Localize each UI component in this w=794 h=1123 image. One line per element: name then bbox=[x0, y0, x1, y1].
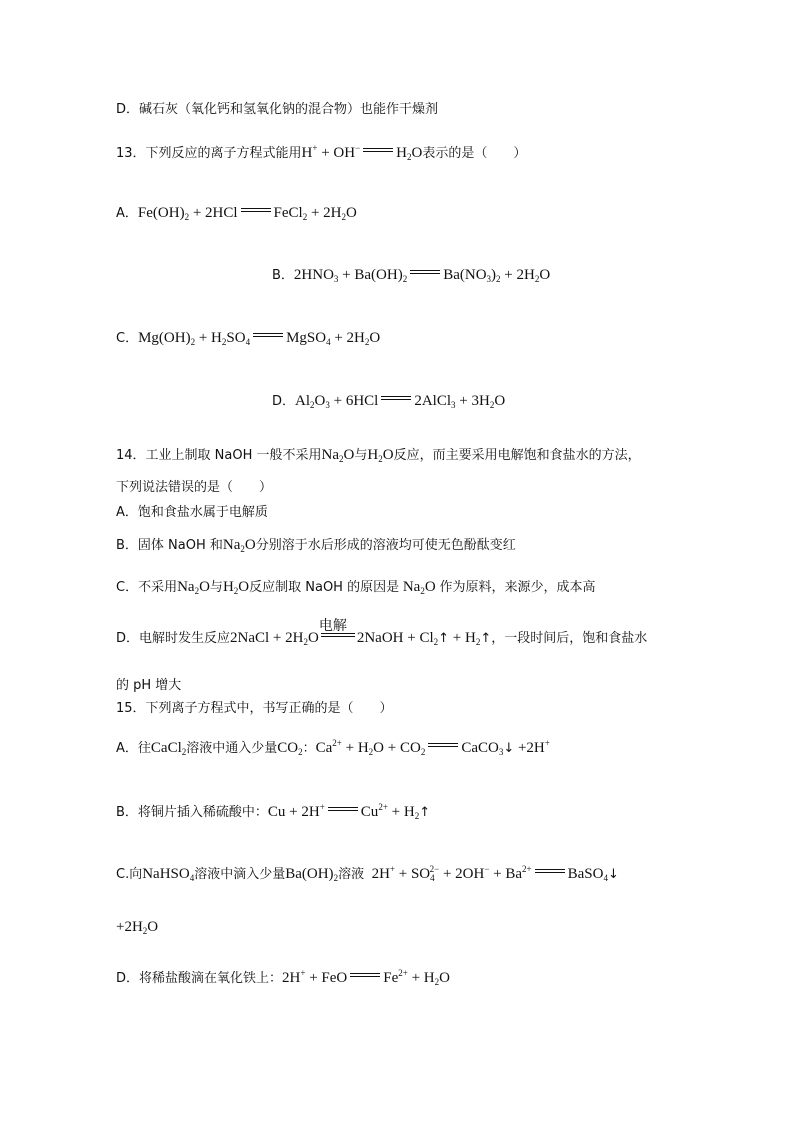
reaction-condition: 电解 bbox=[318, 618, 347, 634]
formula: H+ + OH− $H_2O$ bbox=[301, 143, 423, 162]
q14-option-d bbox=[116, 618, 648, 648]
text: B．将铜片插入稀硫酸中： bbox=[116, 805, 268, 820]
formula: $Na_2O$ bbox=[222, 537, 256, 554]
text: C．不采用 bbox=[116, 580, 178, 595]
text: 溶液 bbox=[338, 867, 365, 882]
formula: $+2H_2O$ bbox=[116, 919, 159, 936]
text: 溶液中滴入少量 bbox=[194, 867, 286, 882]
text: D．将稀盐酸滴在氧化铁上： bbox=[116, 971, 283, 986]
q15-option-d bbox=[116, 969, 450, 988]
formula: 2H+ + FeO $Fe^{2+} + H_2O$ bbox=[282, 968, 450, 987]
q14-option-d-cont: 的 pH 增大 bbox=[116, 678, 182, 693]
text: 分别溶于水后形成的溶液均可使无色酚酞变红 bbox=[255, 538, 516, 553]
text: ： bbox=[302, 741, 316, 756]
option-letter: C． bbox=[116, 331, 139, 346]
q13-stem-tail: 表示的是（ ） bbox=[422, 146, 527, 161]
text: D．电解时发生反应 bbox=[116, 631, 231, 646]
q12-option-d: D．碱石灰（氧化钙和氢氧化钠的混合物）也能作干燥剂 bbox=[116, 102, 439, 117]
formula: $CO_2$ bbox=[277, 740, 303, 757]
formula: $Al_2O_3 + 6HCl$ 2AlCl$_3$ + $3H_2O$ bbox=[295, 393, 506, 410]
q14-stem-line2: 下列说法错误的是（ ） bbox=[116, 480, 273, 495]
formula: $H_2O$ bbox=[222, 579, 250, 596]
formula: Cu + 2H+ $Cu^{2+}$ + $H_2↑$ bbox=[267, 802, 431, 821]
text: A．往 bbox=[116, 741, 151, 756]
formula: $Ba(OH)_2$ bbox=[285, 866, 339, 883]
text: 14．工业上制取 NaOH 一般不采用 bbox=[116, 448, 322, 463]
text: 反应，而主要采用电解饱和食盐水的方法， bbox=[393, 448, 641, 463]
q13-stem bbox=[116, 144, 526, 163]
formula: $Na_2O$ bbox=[399, 579, 440, 596]
q15-stem: 15．下列离子方程式中，书写正确的是（ ） bbox=[116, 701, 393, 716]
q13-stem-text: 13．下列反应的离子方程式能用 bbox=[116, 146, 302, 161]
text: 与 bbox=[354, 448, 368, 463]
q13-option-c bbox=[116, 329, 380, 348]
q15-option-c bbox=[116, 865, 619, 884]
formula: $2HNO_3 + Ba(OH)_2$ $Ba(NO_3)_2 + 2H_2O$ bbox=[293, 267, 551, 284]
text: 反应制取 NaOH 的原因是 bbox=[249, 580, 400, 595]
formula: NaHSO$_4$ bbox=[142, 866, 195, 883]
q14-option-a: A．饱和食盐水属于电解质 bbox=[116, 505, 268, 520]
q15-option-a bbox=[116, 739, 550, 758]
q13-option-a bbox=[116, 204, 357, 223]
text: 与 bbox=[209, 580, 223, 595]
q13-option-b bbox=[272, 266, 550, 285]
option-letter: A． bbox=[116, 206, 138, 221]
formula: $Ca^{2+} + H_2O + CO_2$ CaCO$_3$↓ +2H+ bbox=[315, 738, 550, 757]
text: C.向 bbox=[116, 867, 143, 882]
q14-stem-line1 bbox=[116, 446, 641, 465]
text: 作为原料，来源少，成本高 bbox=[439, 580, 596, 595]
q13-option-d bbox=[272, 392, 505, 411]
formula: $Na_2O$ bbox=[177, 579, 210, 596]
text: 溶液中通入少量 bbox=[186, 741, 278, 756]
formula: CaCl$_2$ bbox=[150, 740, 187, 757]
formula: $H_2O$ bbox=[367, 447, 394, 464]
text: ，一段时间后，饱和食盐水 bbox=[491, 631, 648, 646]
option-letter: D． bbox=[272, 394, 296, 409]
option-letter: B． bbox=[272, 268, 294, 283]
q15-option-b bbox=[116, 803, 430, 822]
text: B．固体 NaOH 和 bbox=[116, 538, 223, 553]
formula: 2NaCl + $2H_2O$ 电解 2NaOH + $Cl_2↑$ + $H_2↑$ bbox=[230, 618, 492, 647]
q14-option-b bbox=[116, 536, 516, 555]
q14-option-c bbox=[116, 578, 595, 597]
formula: $Na_2O$ bbox=[321, 447, 355, 464]
formula: $2H^+ + SO_4^{2-} + 2OH^- + Ba^{2+}$ BaSO$_4$↓ bbox=[364, 864, 619, 883]
formula: $Fe(OH)_2 + 2HCl$ FeCl$_2$ + $2H_2O$ bbox=[137, 205, 357, 222]
q15-option-c-cont bbox=[116, 918, 158, 937]
formula: $Mg(OH)_2 + H_2SO_4$ MgSO$_4$ + $2H_2O$ bbox=[138, 330, 381, 347]
